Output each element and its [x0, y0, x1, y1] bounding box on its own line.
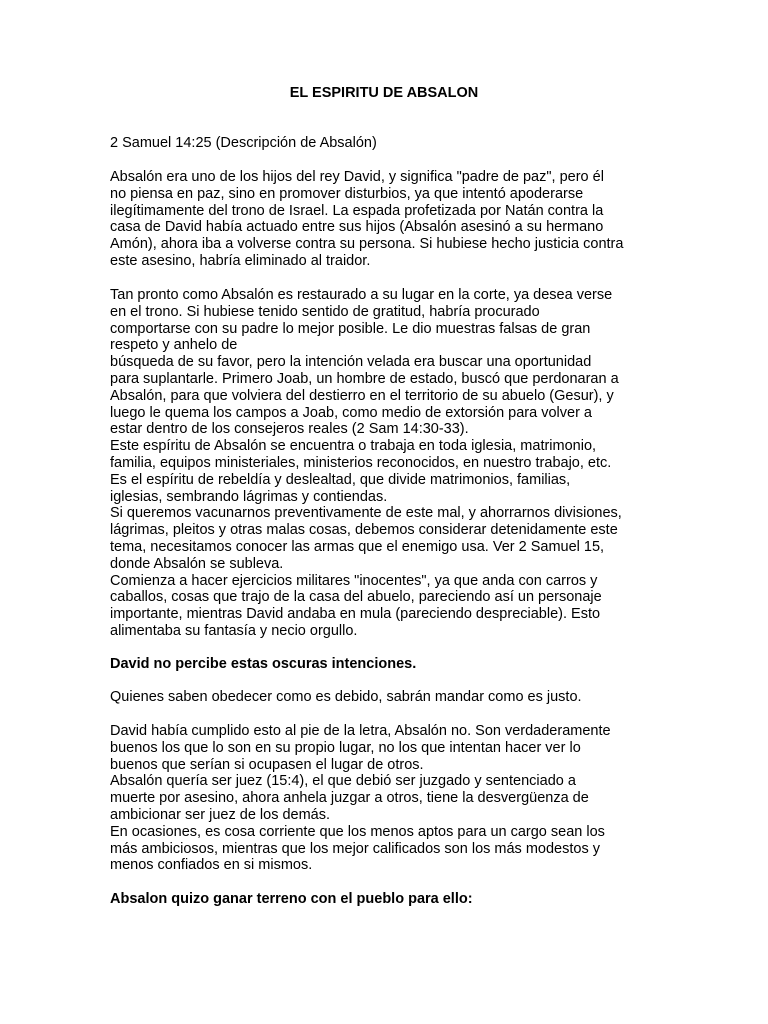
paragraph-restoration: Tan pronto como Absalón es restaurado a su lugar en la corte, ya desea verse en el trono. Si hubiese tenido sentido de gratitud, habría procurado comportarse con su padre lo mejor posible. Le dio muestras falsas de gran respeto y anhelo de búsqueda de su favor, pero la intención velada era buscar una oportunidad para suplantarle. Primero Joab, un hombre de estado, buscó que perdonaran a Absalón, para que volviera del destierro en el territorio de su abuelo (Gesur), y luego le quema los campos a Joab, como medio de extorsión para volver a estar dentro de los consejeros reales (2 Sam 14:30-33). Este espíritu de Absalón se encuentra o trabaja en toda iglesia, matrimonio, familia, equipos ministeriales, ministerios reconocidos, en nuestro trabajo, etc. Es el espíritu de rebeldía y deslealtad, que divide matrimonios, familias, iglesias, sembrando lágrimas y contiendas. Si queremos vacunarnos preventivamente de este mal, y ahorrarnos divisiones, lágrimas, pleitos y otras malas cosas, debemos considerar detenidamente este tema, necesitamos conocer las armas que el enemigo usa. Ver 2 Samuel 15, donde Absalón se subleva. Comienza a hacer ejercicios militares "inocentes", ya que anda con carros y caballos, cosas que trajo de la casa del abuelo, pareciendo así un personaje importante, mientras David andaba en mula (pareciendo despreciable). Esto alimentaba su fantasía y necio orgullo.: [110, 287, 622, 639]
section-heading-intentions: David no percibe estas oscuras intenciones.: [110, 656, 417, 672]
paragraph-judge: David había cumplido esto al pie de la letra, Absalón no. Son verdaderamente buenos los que lo son en su propio lugar, no los que intentan hacer ver lo buenos que serían si ocupasen el lugar de otros. Absalón quería ser juez (15:4), el que debió ser juzgado y sentenciado a muerte por asesino, ahora anhela juzgar a otros, tiene la desvergüenza de ambicionar ser juez de los demás. En ocasiones, es cosa corriente que los menos aptos para un cargo sean los más ambiciosos, mientras que los mejor calificados son los más modestos y menos confiados en si mismos.: [110, 723, 611, 874]
document-title: EL ESPIRITU DE ABSALON: [289, 85, 479, 101]
paragraph-intro: Absalón era uno de los hijos del rey David, y significa "padre de paz", pero él no piensa en paz, sino en promover disturbios, ya que intentó apoderarse ilegítimamente del trono de Israel. La espada profetizada por Natán contra la casa de David había actuado entre sus hijos (Absalón asesinó a su hermano Amón), ahora iba a volverse contra su persona. Si hubiese hecho justicia contra este asesino, habría eliminado al traidor.: [110, 169, 624, 269]
paragraph-obedience: Quienes saben obedecer como es debido, sabrán mandar como es justo.: [110, 689, 582, 705]
scripture-reference: 2 Samuel 14:25 (Descripción de Absalón): [110, 135, 377, 151]
section-heading-people: Absalon quizo ganar terreno con el pueblo para ello:: [110, 891, 473, 907]
